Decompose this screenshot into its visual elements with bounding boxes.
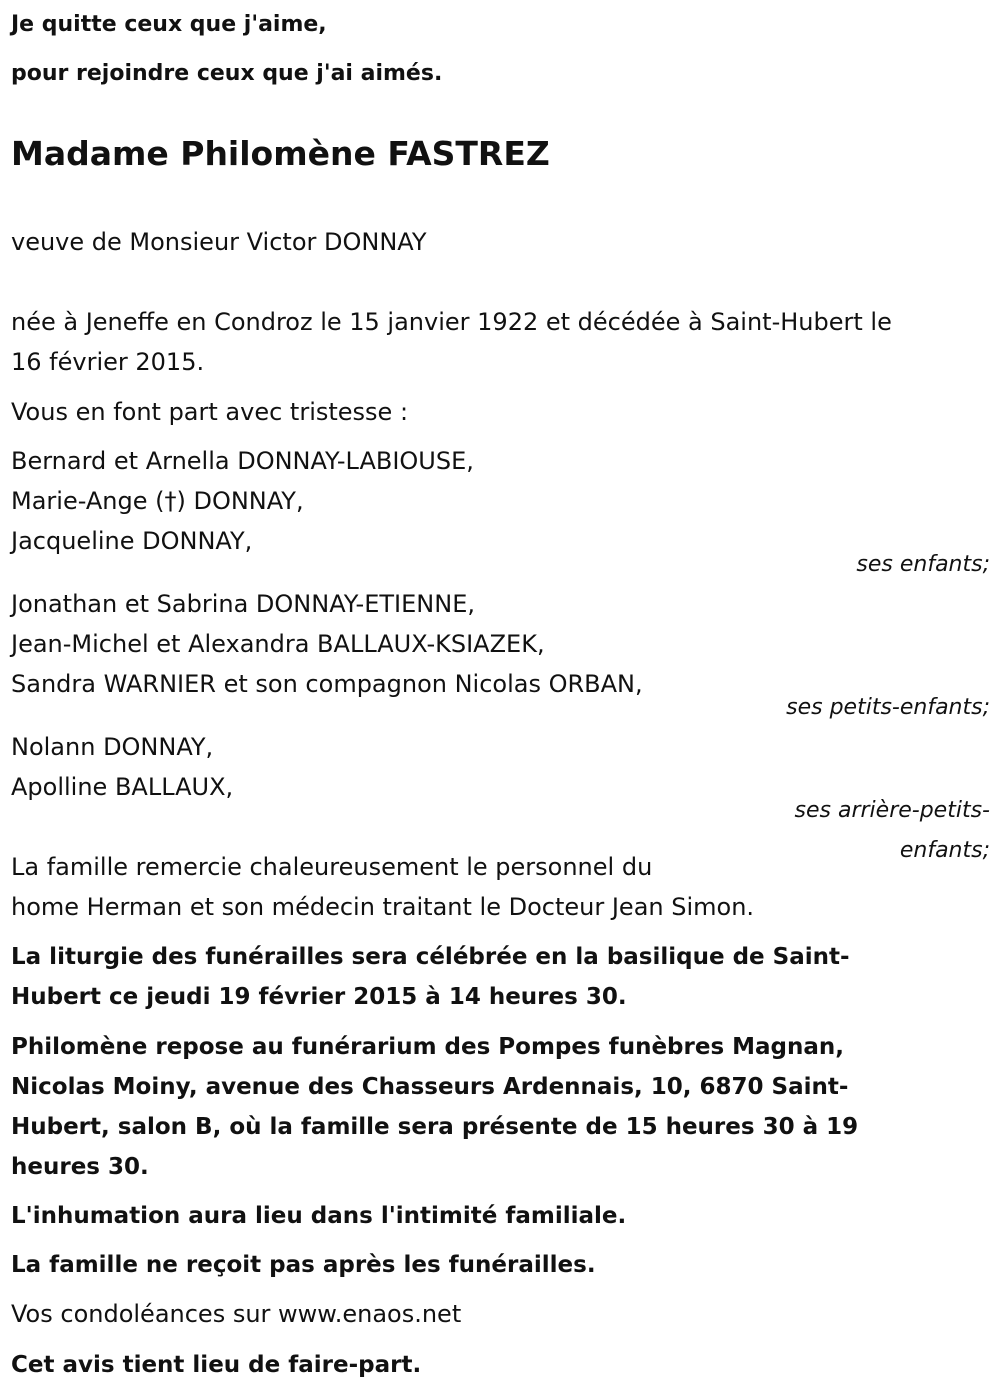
- great-grandchildren-role-line-2: enfants;: [899, 838, 990, 863]
- thanks-line-1: La famille remercie chaleureusement le personnel du: [11, 853, 653, 881]
- grandchildren-role: ses petits-enfants;: [786, 695, 990, 720]
- great-grandchildren-list: [11, 727, 233, 807]
- liturgy-paragraph: [11, 937, 850, 1017]
- notice-line: Cet avis tient lieu de faire-part.: [11, 1352, 422, 1378]
- funerarium-line-4: heures 30.: [11, 1154, 149, 1180]
- great-grandchild-name: Nolann DONNAY,: [11, 733, 214, 761]
- children-list: [11, 441, 474, 561]
- intro-line-1: Je quitte ceux que j'aime,: [11, 12, 327, 37]
- announcement: Vous en font part avec tristesse :: [11, 398, 409, 426]
- deceased-name: Madame Philomène FASTREZ: [11, 134, 550, 173]
- grandchild-name: Sandra WARNIER et son compagnon Nicolas ORBAN,: [11, 670, 643, 698]
- children-role: ses enfants;: [856, 552, 990, 577]
- funerarium-line-1: Philomène repose au funérarium des Pompes funèbres Magnan,: [11, 1034, 845, 1060]
- funerarium-paragraph: [11, 1027, 858, 1187]
- liturgy-line-1: La liturgie des funérailles sera célébrée en la basilique de Saint-: [11, 944, 850, 970]
- birth-death-line-1: née à Jeneffe en Condroz le 15 janvier 1922 et décédée à Saint-Hubert le: [11, 308, 892, 336]
- child-name: Jacqueline DONNAY,: [11, 527, 253, 555]
- intro-line-2: pour rejoindre ceux que j'ai aimés.: [11, 61, 443, 86]
- no-reception-notice: La famille ne reçoit pas après les funérailles.: [11, 1252, 596, 1278]
- great-grandchildren-role-line-1: ses arrière-petits-: [794, 798, 990, 823]
- birth-death: [11, 302, 892, 382]
- birth-death-line-2: 16 février 2015.: [11, 348, 205, 376]
- great-grandchild-name: Apolline BALLAUX,: [11, 773, 234, 801]
- grandchild-name: Jonathan et Sabrina DONNAY-ETIENNE,: [11, 590, 475, 618]
- thanks-line-2: home Herman et son médecin traitant le Docteur Jean Simon.: [11, 893, 755, 921]
- condolences-line: Vos condoléances sur www.enaos.net: [11, 1300, 462, 1328]
- great-grandchildren-role: [795, 791, 990, 871]
- widow-of: veuve de Monsieur Victor DONNAY: [11, 228, 427, 256]
- thanks-paragraph: [11, 847, 754, 927]
- burial-notice: L'inhumation aura lieu dans l'intimité familiale.: [11, 1203, 627, 1229]
- liturgy-line-2: Hubert ce jeudi 19 février 2015 à 14 heures 30.: [11, 984, 627, 1010]
- child-name: Bernard et Arnella DONNAY-LABIOUSE,: [11, 447, 474, 475]
- grandchildren-list: [11, 584, 643, 704]
- funerarium-line-3: Hubert, salon B, où la famille sera présente de 15 heures 30 à 19: [11, 1114, 859, 1140]
- child-name: Marie-Ange (†) DONNAY,: [11, 487, 304, 515]
- grandchild-name: Jean-Michel et Alexandra BALLAUX-KSIAZEK,: [11, 630, 545, 658]
- funerarium-line-2: Nicolas Moiny, avenue des Chasseurs Ardennais, 10, 6870 Saint-: [11, 1074, 849, 1100]
